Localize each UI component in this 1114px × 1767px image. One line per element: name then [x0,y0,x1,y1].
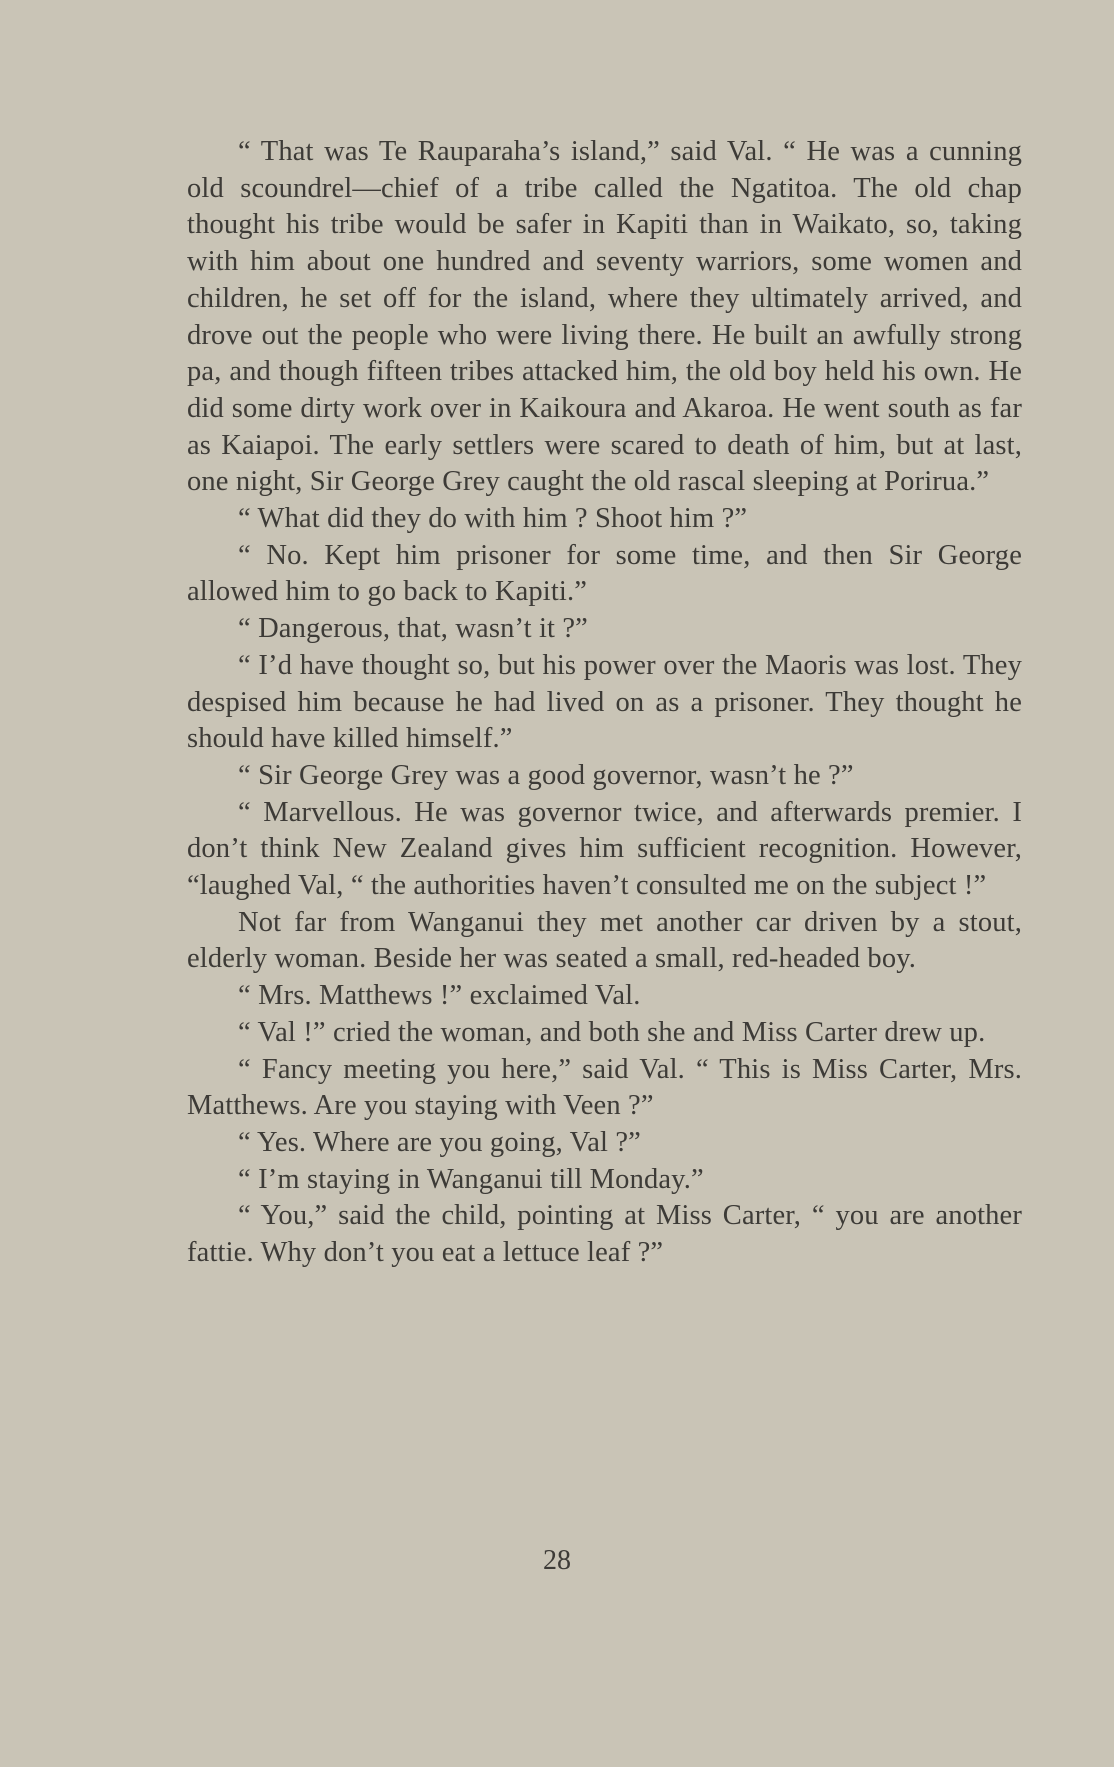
paragraph: “ Sir George Grey was a good governor, wasn’t he ?” [238,759,854,791]
paragraph: “ Yes. Where are you going, Val ?” [238,1126,641,1158]
paragraph: “ I’d have thought so, but his power over the Maoris was lost. They despised him because he had lived on as a prisoner. They thought he should have killed himself.” [187,649,1022,755]
paragraph: “ Val !” cried the woman, and both she and Miss Carter drew up. [238,1016,986,1048]
paragraph: “ I’m staying in Wanganui till Monday.” [238,1163,704,1195]
page-number: 28 [543,1545,571,1576]
paragraph: “ Marvellous. He was governor twice, and afterwards premier. I don’t think New Zealand gives him sufficient recognition. However, “laughed Val, “ the authorities haven’t consulted me on the subject !” [187,796,1022,902]
paragraph: “ Dangerous, that, wasn’t it ?” [238,613,588,645]
body-text [187,134,1022,1272]
paragraph: “ Mrs. Matthews !” exclaimed Val. [238,980,641,1012]
paragraph: “ That was Te Rauparaha’s island,” said Val. “ He was a cunning old scoundrel—chief of a tribe called the Ngatitoa. The old chap thought his tribe would be safer in Kapiti than in Waikato, so, taking with him about one hundred and seventy warriors, some women and children, he set off for the island, where they ultimately arrived, and drove out the people who were living there. He built an awfully strong pa, and though fifteen tribes attacked him, the old boy held his own. He did some dirty work over in Kaikoura and Akaroa. He went south as far as Kaiapoi. The early settlers were scared to death of him, but at last, one night, Sir George Grey caught the old rascal sleeping at Porirua.” [187,136,1022,498]
paragraph: “ You,” said the child, pointing at Miss Carter, “ you are another fattie. Why don’t you eat a lettuce leaf ?” [187,1200,1022,1269]
paragraph: “ No. Kept him prisoner for some time, and then Sir George allowed him to go back to Kapiti.” [187,539,1022,608]
paragraph: “ What did they do with him ? Shoot him ?” [238,503,748,535]
paragraph: “ Fancy meeting you here,” said Val. “ This is Miss Carter, Mrs. Matthews. Are you staying with Veen ?” [187,1053,1022,1122]
paragraph: Not far from Wanganui they met another car driven by a stout, elderly woman. Beside her was seated a small, red-headed boy. [187,906,1022,975]
